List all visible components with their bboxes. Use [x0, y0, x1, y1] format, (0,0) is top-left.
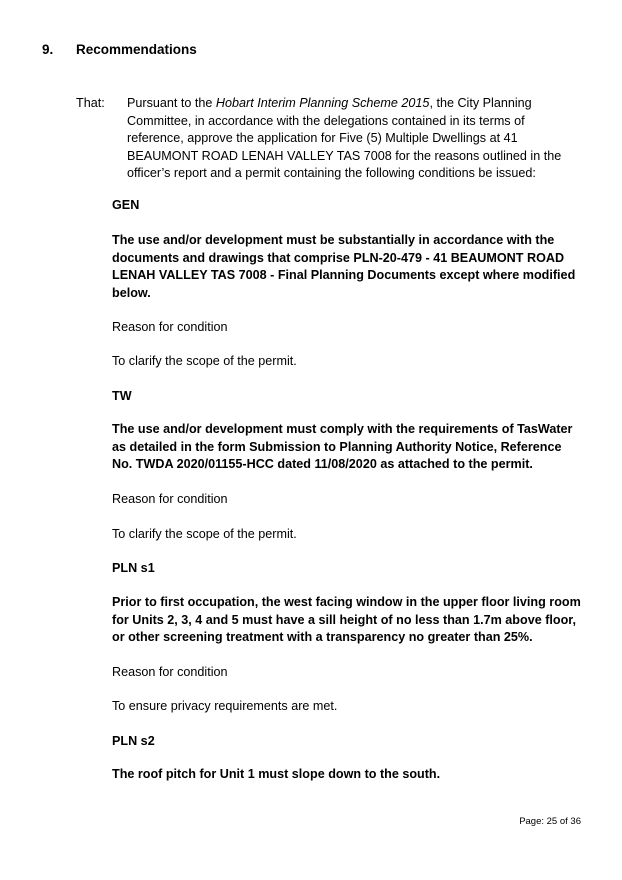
planning-scheme-name: Hobart Interim Planning Scheme 2015 — [215, 96, 430, 110]
reason-pln-s1: To ensure privacy requirements are met. — [112, 699, 338, 713]
reason-label-tw: Reason for condition — [112, 492, 228, 506]
section-number: 9. — [42, 42, 54, 57]
resolution-preamble — [127, 95, 567, 183]
condition-code-gen: GEN — [112, 198, 140, 212]
condition-text-gen: The use and/or development must be substantially in accordance with the documents and drawings that comprise PLN-20-479 - 41 BEAUMONT ROAD LENAH VALLEY TAS 7008 - Final Planning Documents except where modified below. — [112, 233, 576, 300]
section-title: Recommendations — [76, 42, 197, 57]
condition-code-pln-s2: PLN s2 — [112, 734, 155, 748]
condition-text-pln-s2: The roof pitch for Unit 1 must slope down to the south. — [112, 767, 441, 781]
reason-label-gen: Reason for condition — [112, 320, 228, 334]
preamble-after: , the City Planning Committee, in accordance with the delegations contained in its terms of reference, approve the application for Five (5) Multiple Dwellings at 41 BEAUMONT ROAD LENAH VALLEY TAS 7008 for the reasons outlined in the officer’s report and a permit containing the following conditions be issued: — [127, 96, 562, 180]
condition-code-tw: TW — [112, 389, 132, 403]
condition-text-pln-s1: Prior to first occupation, the west facing window in the upper floor living room for Units 2, 3, 4 and 5 must have a sill height of no less than 1.7m above floor, or other screening treatment with a transparency no greater than 25%. — [112, 595, 581, 644]
reason-tw: To clarify the scope of the permit. — [112, 527, 297, 541]
page-number: Page: 25 of 36 — [519, 816, 581, 827]
preamble-before: Pursuant to the — [127, 96, 216, 110]
condition-code-pln-s1: PLN s1 — [112, 561, 155, 575]
condition-text-tw: The use and/or development must comply with the requirements of TasWater as detailed in the form Submission to Planning Authority Notice, Reference No. TWDA 2020/01155-HCC dated 11/08/2020 as attached to the permit. — [112, 422, 573, 471]
resolution-label: That: — [76, 96, 105, 110]
reason-gen: To clarify the scope of the permit. — [112, 354, 297, 368]
reason-label-pln-s1: Reason for condition — [112, 665, 228, 679]
